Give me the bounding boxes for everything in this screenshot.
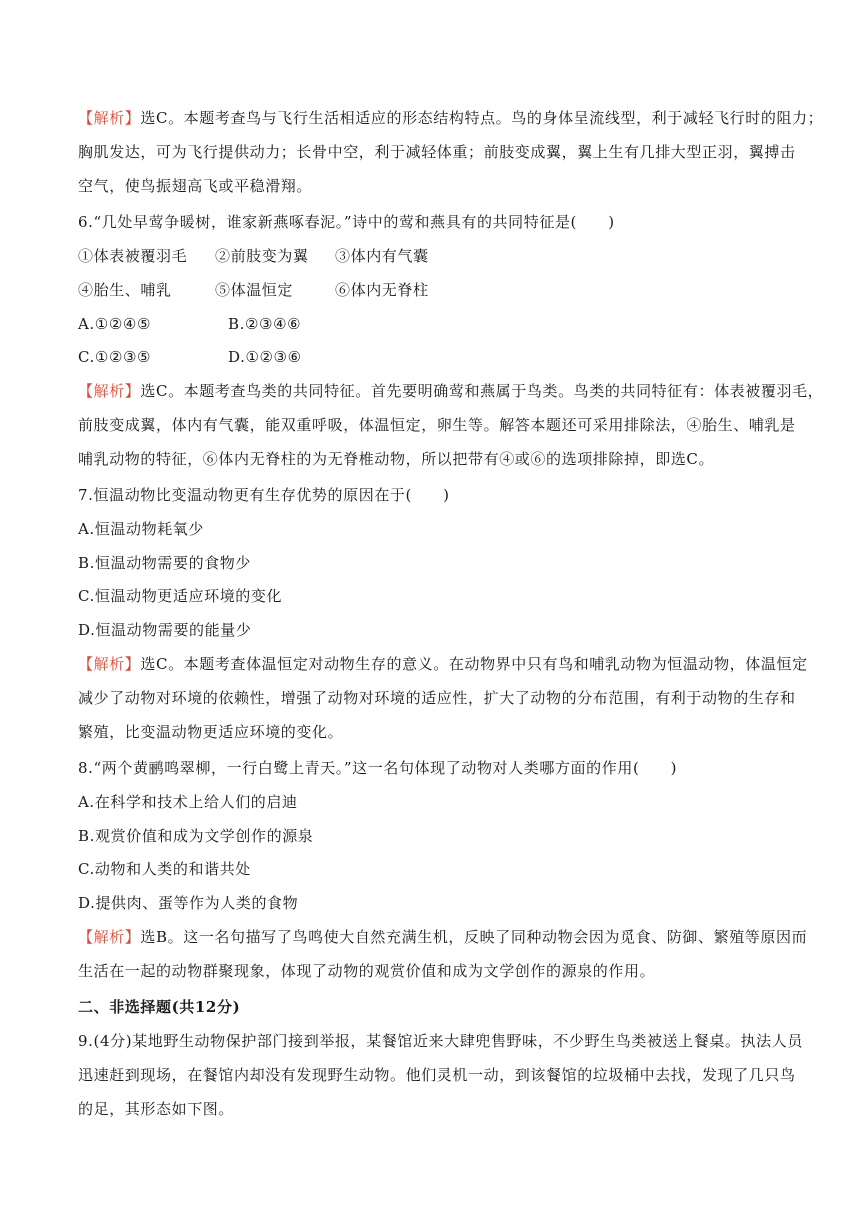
q7-analysis-line-3: 繁殖，比变温动物更适应环境的变化。 [78, 723, 344, 741]
q5-analysis-line-1: 【解析】选C。本题考查鸟与飞行生活相适应的形态结构特点。鸟的身体呈流线型，利于减轻飞行时的阻力； [78, 109, 824, 127]
q6-option-a: A.①②④⑤ [78, 315, 151, 333]
q6-analysis-line-2: 前肢变成翼，体内有气囊，能双重呼吸，体温恒定，卵生等。解答本题还可采用排除法，④胎生、哺乳是 [78, 416, 796, 434]
q6-stem: 6.“几处早莺争暖树，谁家新燕啄春泥。”诗中的莺和燕具有的共同特征是( ) [78, 213, 615, 231]
q6-option-d: D.①②③⑥ [228, 348, 302, 366]
q6-statement-5: ⑤体温恒定 [215, 281, 294, 299]
q7-analysis-line-1: 【解析】选C。本题考查体温恒定对动物生存的意义。在动物界中只有鸟和哺乳动物为恒温动物，体温恒定 [78, 655, 808, 673]
q8-option-d: D.提供肉、蛋等作为人类的食物 [78, 894, 299, 912]
analysis-tag: 【解析】 [78, 109, 141, 127]
q7-option-b: B.恒温动物需要的食物少 [78, 554, 251, 572]
q8-option-b: B.观赏价值和成为文学创作的源泉 [78, 827, 314, 845]
q6-statement-6: ⑥体内无脊柱 [335, 281, 429, 299]
q9-line-3: 的足，其形态如下图。 [78, 1100, 235, 1118]
q6-options-row-2 [78, 347, 798, 367]
q5-analysis-line-2: 胸肌发达，可为飞行提供动力；长骨中空，利于减轻体重；前肢变成翼，翼上生有几排大型正羽，翼搏击 [78, 143, 796, 161]
q6-statements-row-2 [78, 280, 798, 300]
q7-option-d: D.恒温动物需要的能量少 [78, 621, 252, 639]
q9-line-1: 9.(4分)某地野生动物保护部门接到举报，某餐馆近来大肆兜售野味，不少野生鸟类被送上餐桌。执法人员 [78, 1032, 803, 1050]
analysis-tag: 【解析】 [78, 655, 141, 673]
q6-statements-row-1 [78, 246, 798, 266]
q6-statement-3: ③体内有气囊 [335, 247, 429, 265]
q8-analysis-line-2: 生活在一起的动物群聚现象，体现了动物的观赏价值和成为文学创作的源泉的作用。 [78, 962, 656, 980]
q7-option-c: C.恒温动物更适应环境的变化 [78, 587, 283, 605]
q8-stem: 8.“两个黄鹂鸣翠柳，一行白鹭上青天。”这一名句体现了动物对人类哪方面的作用( ) [78, 759, 678, 777]
analysis-tag: 【解析】 [78, 928, 141, 946]
q6-statement-1: ①体表被覆羽毛 [78, 247, 188, 265]
q6-statement-4: ④胎生、哺乳 [78, 281, 172, 299]
q6-analysis-line-3: 哺乳动物的特征，⑥体内无脊柱的为无脊椎动物，所以把带有④或⑥的选项排除掉，即选C。 [78, 450, 715, 468]
q6-option-b: B.②③④⑥ [228, 315, 302, 333]
q6-options-row-1 [78, 314, 798, 334]
q9-line-2: 迅速赶到现场，在餐馆内却没有发现野生动物。他们灵机一动，到该餐馆的垃圾桶中去找，发现了几只鸟 [78, 1066, 796, 1084]
analysis-tag: 【解析】 [78, 382, 141, 400]
q7-option-a: A.恒温动物耗氧少 [78, 520, 205, 538]
q7-analysis-line-2: 减少了动物对环境的依赖性，增强了动物对环境的适应性，扩大了动物的分布范围，有利于动物的生存和 [78, 689, 796, 707]
q6-option-c: C.①②③⑤ [78, 348, 152, 366]
q8-option-a: A.在科学和技术上给人们的启迪 [78, 793, 298, 811]
q6-analysis-line-1: 【解析】选C。本题考查鸟类的共同特征。首先要明确莺和燕属于鸟类。鸟类的共同特征有：体表被覆羽毛， [78, 382, 824, 400]
q6-statement-2: ②前肢变为翼 [215, 247, 309, 265]
q7-stem: 7.恒温动物比变温动物更有生存优势的原因在于( ) [78, 486, 450, 504]
section-heading: 二、非选择题(共12分) [78, 998, 241, 1016]
q8-analysis-line-1: 【解析】选B。这一名句描写了鸟鸣使大自然充满生机，反映了同种动物会因为觅食、防御、繁殖等原因而 [78, 928, 808, 946]
q8-option-c: C.动物和人类的和谐共处 [78, 860, 251, 878]
q5-analysis-line-3: 空气，使鸟振翅高飞或平稳滑翔。 [78, 177, 313, 195]
